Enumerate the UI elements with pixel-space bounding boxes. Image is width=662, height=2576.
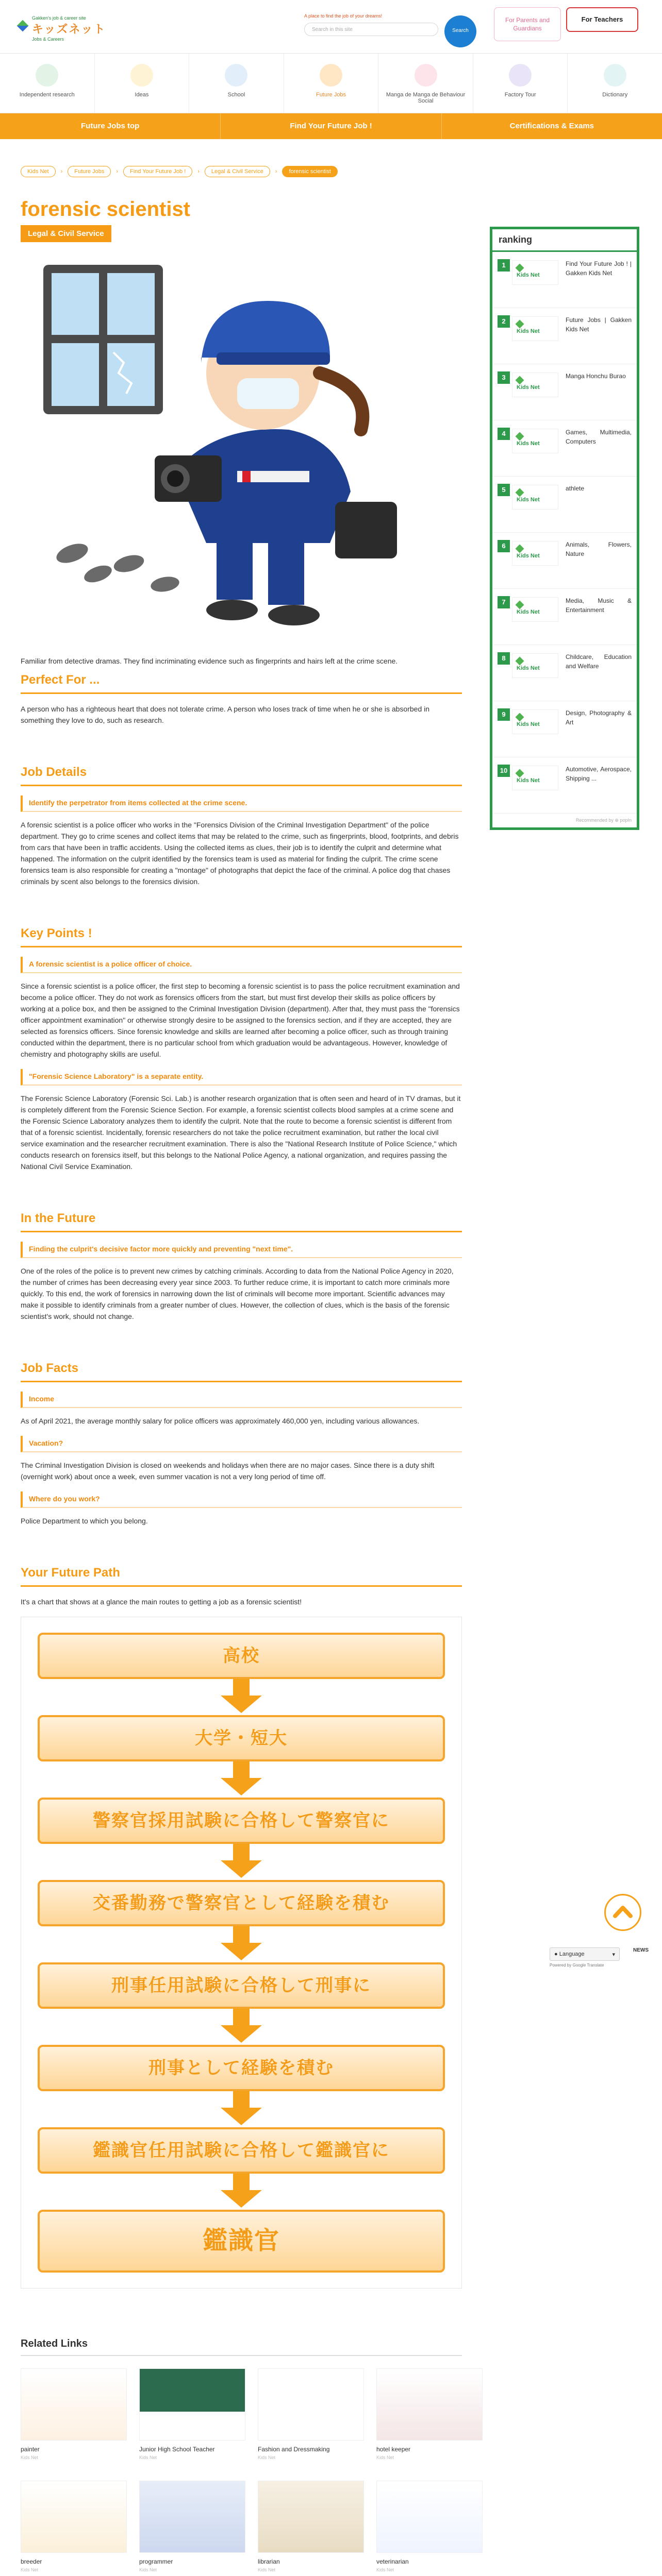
logo-cube-icon bbox=[516, 713, 524, 722]
future-jobs-nav bbox=[0, 113, 662, 139]
future-path-heading: Your Future Path bbox=[21, 1566, 462, 1587]
related-links-heading: Related Links bbox=[21, 2338, 462, 2356]
key-point-subheading: "Forensic Science Laboratory" is a separate entity. bbox=[21, 1069, 462, 1086]
category-badge[interactable]: Legal & Civil Service bbox=[21, 225, 111, 242]
logo-cube-icon bbox=[516, 376, 524, 385]
ranking-item[interactable] bbox=[492, 757, 637, 814]
thumb-label: Kids Net bbox=[517, 609, 540, 615]
ranking-sidebar bbox=[490, 227, 639, 830]
category-label: Independent research bbox=[19, 92, 75, 98]
related-thumbnail bbox=[376, 2481, 483, 2553]
ranking-title: athlete bbox=[566, 485, 585, 492]
related-link-card[interactable] bbox=[376, 2481, 483, 2572]
factory-icon bbox=[509, 64, 532, 87]
news-link[interactable]: NEWS bbox=[633, 1947, 649, 1953]
ranking-title: Find Your Future Job ! | Gakken Kids Net bbox=[566, 260, 632, 277]
job-details-text: A forensic scientist is a police officer who works in the "Forensics Division of the Criminal Investigation Department" of the police department. They go to crime scenes and collect items that may be related to the crime, such as fingerprints, blood, footprints, and debris from cars that have been in traffic accidents. Using the collected items as clues, their job is to identify the culprit and determine what happened. The information on the culprit identified by the forensics team is used as material for finding the culprit. The crime scene forensics team is also responsible for creating a "montage" of photographs that depict the face of the criminal. A police dog that chases criminals by scent also belongs to the forensics division. bbox=[21, 821, 459, 886]
related-link-title: Junior High School Teacher bbox=[139, 2446, 215, 2453]
path-step: 警察官採用試験に合格して警察官に bbox=[38, 1798, 445, 1844]
perfect-for-text: A person who has a righteous heart that does not tolerate crime. A person who loses track of time when he or she is absorbed in something they love to do, such as research. bbox=[21, 705, 430, 724]
key-points-heading: Key Points ! bbox=[21, 926, 462, 947]
back-to-top-button[interactable] bbox=[604, 1894, 641, 1931]
lightbulb-icon bbox=[130, 64, 153, 87]
ranking-title: Games, Multimedia, Computers bbox=[566, 429, 632, 445]
arrow-down-icon bbox=[38, 2174, 445, 2210]
category-label: Future Jobs bbox=[316, 92, 346, 98]
ranking-number: 4 bbox=[498, 428, 510, 440]
category-ideas[interactable] bbox=[95, 54, 190, 113]
job-fact-text: Police Department to which you belong. bbox=[21, 1517, 148, 1525]
thumb-label: Kids Net bbox=[517, 384, 540, 391]
breadcrumb-item[interactable]: Legal & Civil Service bbox=[205, 166, 270, 177]
manga-icon bbox=[415, 64, 437, 87]
category-future-jobs[interactable] bbox=[284, 54, 379, 113]
ranking-number: 7 bbox=[498, 596, 510, 608]
related-link-card[interactable] bbox=[376, 2368, 483, 2460]
chevron-right-icon: › bbox=[116, 168, 119, 175]
key-point-text: Since a forensic scientist is a police officer, the first step to becoming a forensic scientist is to pass the police recruitment examination and become a police officer. They do not work as forensics officers from the start, but must first develop their skills as police officers by working at a police box, and then be assigned to the Criminal Investigation Division (department). After that, they must pass the "forensics officer appointment examination" or otherwise strongly desire to be assigned to the forensics section, and if they are accepted, they are selected as forensics officers. Since forensic knowledge and skills are learned after becoming a police officer, such as through training conducted within the department, there is no particular school from which graduation would be advantageous. However, knowledge of chemistry and photography skills are useful. bbox=[21, 982, 460, 1058]
related-link-source: Kids Net bbox=[21, 2567, 39, 2572]
site-header bbox=[0, 0, 662, 54]
ranking-item[interactable] bbox=[492, 533, 637, 589]
globe-icon: ● bbox=[554, 1951, 558, 1957]
job-facts-heading: Job Facts bbox=[21, 1361, 462, 1382]
ranking-powered-by[interactable]: Recommended by ⊕ popIn bbox=[575, 818, 632, 823]
related-link-title: veterinarian bbox=[376, 2558, 409, 2565]
path-step-final: 鑑識官 bbox=[38, 2210, 445, 2273]
related-link-card[interactable] bbox=[258, 2481, 364, 2572]
ranking-item[interactable] bbox=[492, 645, 637, 701]
ranking-title: Design, Photography & Art bbox=[566, 709, 632, 726]
related-link-source: Kids Net bbox=[139, 2455, 157, 2460]
related-link-source: Kids Net bbox=[21, 2455, 39, 2460]
logo-cube-icon bbox=[516, 545, 524, 553]
ranking-item[interactable] bbox=[492, 420, 637, 477]
logo-cube-icon bbox=[516, 264, 524, 273]
path-step: 刑事として経験を積む bbox=[38, 2045, 445, 2091]
ranking-title: Manga Honchu Burao bbox=[566, 372, 626, 380]
ranking-thumbnail bbox=[512, 260, 558, 285]
site-logo[interactable] bbox=[20, 15, 123, 42]
ranking-number: 1 bbox=[498, 259, 510, 272]
related-links-grid bbox=[21, 2368, 462, 2572]
thumb-label: Kids Net bbox=[517, 665, 540, 671]
ranking-item[interactable] bbox=[492, 308, 637, 364]
job-fact-subheading: Vacation? bbox=[21, 1436, 462, 1452]
job-fact-text: As of April 2021, the average monthly salary for police officers was approximately 460,000 yen, including various allowances. bbox=[21, 1417, 420, 1425]
ranking-number: 5 bbox=[498, 484, 510, 496]
arrow-down-icon bbox=[38, 1926, 445, 1962]
related-link-source: Kids Net bbox=[258, 2567, 276, 2572]
related-thumbnail bbox=[258, 2481, 364, 2553]
category-factory-tour[interactable] bbox=[473, 54, 568, 113]
thumb-label: Kids Net bbox=[517, 328, 540, 334]
key-point-subheading: A forensic scientist is a police officer of choice. bbox=[21, 957, 462, 973]
ranking-title: Future Jobs | Gakken Kids Net bbox=[566, 316, 632, 333]
ranking-thumbnail bbox=[512, 372, 558, 397]
perfect-for-heading: Perfect For ... bbox=[21, 673, 462, 694]
microscope-icon bbox=[36, 64, 58, 87]
ranking-thumbnail bbox=[512, 766, 558, 790]
logo-cube-icon bbox=[516, 432, 524, 441]
ranking-title: Childcare, Education and Welfare bbox=[566, 653, 632, 670]
nav-future-jobs-top[interactable]: Future Jobs top bbox=[0, 113, 221, 139]
future-path-chart bbox=[21, 1617, 462, 2289]
language-label: Language bbox=[559, 1951, 585, 1957]
thumb-label: Kids Net bbox=[517, 497, 540, 503]
category-dictionary[interactable] bbox=[568, 54, 662, 113]
logo-cube-icon bbox=[516, 657, 524, 666]
chevron-right-icon: › bbox=[275, 168, 277, 175]
lead-text: Familiar from detective dramas. They find incriminating evidence such as fingerprints and hairs left at the crime scene. bbox=[21, 657, 398, 665]
category-label: Ideas bbox=[135, 92, 149, 98]
related-thumbnail bbox=[258, 2368, 364, 2441]
breadcrumb bbox=[21, 166, 462, 177]
job-details-heading: Job Details bbox=[21, 765, 462, 786]
related-link-card[interactable] bbox=[21, 2368, 127, 2460]
thumb-label: Kids Net bbox=[517, 440, 540, 447]
future-jobs-icon bbox=[320, 64, 342, 87]
logo-cube-icon bbox=[516, 488, 524, 497]
related-thumbnail bbox=[139, 2481, 245, 2553]
ranking-thumbnail bbox=[512, 316, 558, 341]
related-thumbnail bbox=[21, 2368, 127, 2441]
parents-link[interactable]: For Parents and Guardians bbox=[494, 7, 561, 41]
page-title: forensic scientist bbox=[21, 198, 191, 221]
ranking-number: 9 bbox=[498, 708, 510, 721]
job-fact-subheading: Where do you work? bbox=[21, 1492, 462, 1508]
path-step: 鑑識官任用試験に合格して鑑識官に bbox=[38, 2127, 445, 2174]
category-label: Manga de Manga de Behaviour Social bbox=[386, 92, 466, 104]
chevron-right-icon: › bbox=[60, 168, 63, 175]
main-content bbox=[21, 166, 462, 2576]
path-step: 交番勤務で警察官として経験を積む bbox=[38, 1880, 445, 1926]
logo-name: キッズネット bbox=[32, 23, 106, 36]
related-link-card[interactable] bbox=[139, 2481, 245, 2572]
related-link-card[interactable] bbox=[21, 2481, 127, 2572]
category-label: Factory Tour bbox=[504, 92, 536, 98]
ranking-item[interactable] bbox=[492, 477, 637, 533]
related-thumbnail bbox=[139, 2368, 245, 2441]
job-fact-subheading: Income bbox=[21, 1392, 462, 1408]
related-link-title: programmer bbox=[139, 2558, 173, 2565]
search-button[interactable]: Search bbox=[444, 15, 476, 47]
dictionary-icon bbox=[604, 64, 626, 87]
ranking-item[interactable] bbox=[492, 252, 637, 308]
related-thumbnail bbox=[376, 2368, 483, 2441]
ranking-item[interactable] bbox=[492, 364, 637, 420]
arrow-down-icon bbox=[38, 1761, 445, 1798]
logo-sub: Jobs & Careers bbox=[32, 37, 64, 42]
related-link-title: librarian bbox=[258, 2558, 280, 2565]
ranking-thumbnail bbox=[512, 429, 558, 453]
path-step: 大学・短大 bbox=[38, 1715, 445, 1761]
related-link-title: painter bbox=[21, 2446, 40, 2453]
ranking-thumbnail bbox=[512, 541, 558, 566]
logo-cube-icon bbox=[516, 601, 524, 609]
ranking-thumbnail bbox=[512, 485, 558, 510]
logo-cube-icon bbox=[516, 320, 524, 329]
in-the-future-text: One of the roles of the police is to prevent new crimes by catching criminals. According to data from the National Police Agency in 2020, the number of crimes has been decreasing every year since 2003. To further reduce crime, it is important to catch more criminals more quickly. To this end, the work of forensics in narrowing down the list of criminals will become more important. Scientific advances may make it possible to identify criminals from a greater number of clues. However, the collection of clues, which is the basis of the forensic scientist's work, should not change. bbox=[21, 1267, 454, 1320]
arrow-down-icon bbox=[38, 1679, 445, 1715]
search-input[interactable]: Search in this site bbox=[304, 23, 438, 36]
thumb-label: Kids Net bbox=[517, 777, 540, 784]
breadcrumb-item[interactable]: Future Jobs bbox=[68, 166, 111, 177]
category-independent-research[interactable] bbox=[0, 54, 95, 113]
category-nav bbox=[0, 54, 662, 113]
thumb-label: Kids Net bbox=[517, 553, 540, 559]
category-label: Dictionary bbox=[602, 92, 628, 98]
ranking-title: Animals, Flowers, Nature bbox=[566, 541, 632, 557]
ranking-item[interactable] bbox=[492, 589, 637, 645]
header-note: A place to find the job of your dreams! bbox=[304, 13, 383, 19]
chevron-up-icon bbox=[606, 1895, 640, 1929]
path-step: 刑事任用試験に合格して刑事に bbox=[38, 1962, 445, 2009]
breadcrumb-item[interactable]: Kids Net bbox=[21, 166, 56, 177]
ranking-thumbnail bbox=[512, 709, 558, 734]
key-point-text: The Forensic Science Laboratory (Forensic Sci. Lab.) is another research organization that is often seen and heard of in TV dramas, but it is completely different from the Forensic Science Section. For example, a forensic scientist collects blood samples at a crime scene and the Forensic Science Laboratory analyzes them to identify the culprit. Note that the route to become a forensic scientist is different from that of a forensic scientist. Incidentally, forensic researchers do not take the police recruitment examination, but rather the local civil service examination and the researcher recruitment examination. There is also the "National Research Institute of Police Science," which conducts research on forensics itself, but this belongs to the National Police Agency, a national organization, and requires passing the National Civil Service Examination. bbox=[21, 1094, 461, 1171]
ranking-item[interactable] bbox=[492, 701, 637, 757]
school-icon bbox=[225, 64, 247, 87]
related-link-source: Kids Net bbox=[139, 2567, 157, 2572]
chevron-right-icon: › bbox=[197, 168, 200, 175]
logo-cube-icon bbox=[17, 20, 29, 32]
category-school[interactable] bbox=[189, 54, 284, 113]
in-the-future-heading: In the Future bbox=[21, 1211, 462, 1232]
related-link-title: hotel keeper bbox=[376, 2446, 411, 2453]
related-link-title: breeder bbox=[21, 2558, 42, 2565]
in-the-future-subheading: Finding the culprit's decisive factor more quickly and preventing "next time". bbox=[21, 1242, 462, 1258]
related-link-source: Kids Net bbox=[376, 2567, 394, 2572]
ranking-thumbnail bbox=[512, 597, 558, 622]
related-link-source: Kids Net bbox=[376, 2455, 394, 2460]
ranking-number: 3 bbox=[498, 371, 510, 384]
related-link-source: Kids Net bbox=[258, 2455, 276, 2460]
translate-powered-by: Powered by Google Translate bbox=[550, 1963, 604, 1968]
forensic-scientist-illustration bbox=[21, 255, 462, 646]
ranking-number: 2 bbox=[498, 315, 510, 328]
ranking-thumbnail bbox=[512, 653, 558, 678]
future-path-intro: It's a chart that shows at a glance the main routes to getting a job as a forensic scientist! bbox=[21, 1598, 302, 1606]
chevron-down-icon: ▾ bbox=[612, 1952, 615, 1958]
nav-certifications-exams[interactable]: Certifications & Exams bbox=[509, 122, 594, 130]
ranking-title: Automotive, Aerospace, Shipping ... bbox=[566, 766, 632, 782]
ranking-number: 8 bbox=[498, 652, 510, 665]
arrow-down-icon bbox=[38, 1844, 445, 1880]
related-link-card[interactable] bbox=[139, 2368, 245, 2460]
job-details-subheading: Identify the perpetrator from items collected at the crime scene. bbox=[21, 795, 462, 812]
related-link-card[interactable] bbox=[258, 2368, 364, 2460]
category-manga[interactable] bbox=[378, 54, 473, 113]
job-fact-text: The Criminal Investigation Division is closed on weekends and holidays when there are no major cases. Since there is a duty shift (overnight work) about once a week, even summer vacation is not a very long period of time off. bbox=[21, 1461, 435, 1481]
breadcrumb-item[interactable]: Find Your Future Job ! bbox=[123, 166, 192, 177]
related-link-title: Fashion and Dressmaking bbox=[258, 2446, 330, 2453]
nav-find-your-future-job[interactable]: Find Your Future Job ! bbox=[221, 113, 441, 139]
thumb-label: Kids Net bbox=[517, 272, 540, 278]
logo-cube-icon bbox=[516, 769, 524, 778]
related-thumbnail bbox=[21, 2481, 127, 2553]
language-select[interactable] bbox=[550, 1947, 620, 1961]
path-step: 高校 bbox=[38, 1633, 445, 1679]
teachers-link[interactable]: For Teachers bbox=[566, 7, 638, 32]
ranking-number: 6 bbox=[498, 540, 510, 552]
category-label: School bbox=[227, 92, 245, 98]
ranking-title: Media, Music & Entertainment bbox=[566, 597, 632, 614]
ranking-number: 10 bbox=[498, 765, 510, 777]
logo-tagline: Gakken's job & career site bbox=[32, 15, 86, 21]
arrow-down-icon bbox=[38, 2091, 445, 2127]
arrow-down-icon bbox=[38, 2009, 445, 2045]
breadcrumb-current: forensic scientist bbox=[282, 166, 337, 177]
ranking-heading: ranking bbox=[492, 229, 637, 252]
thumb-label: Kids Net bbox=[517, 721, 540, 727]
